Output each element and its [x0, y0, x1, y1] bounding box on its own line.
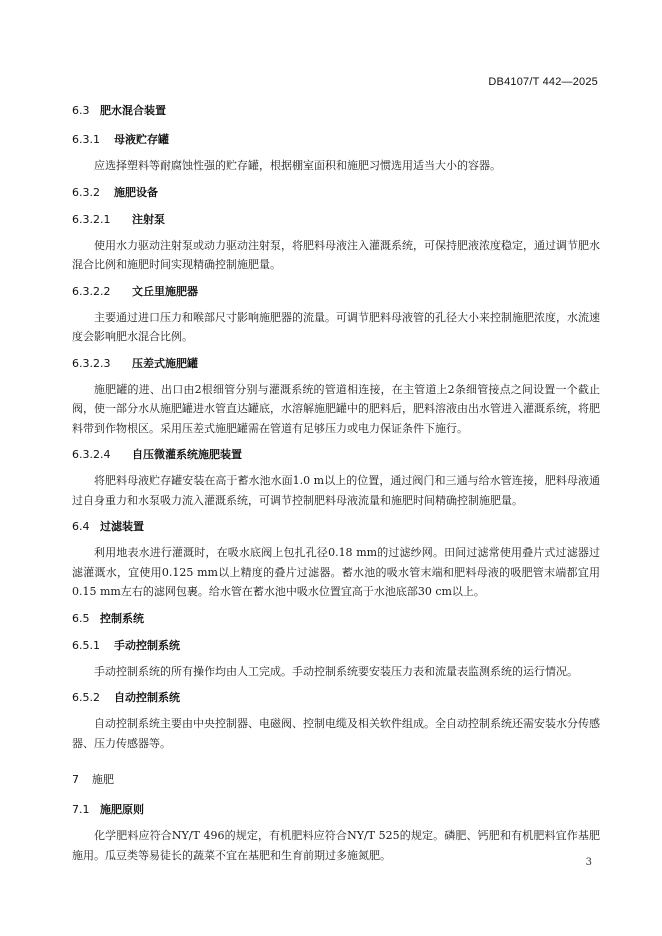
paragraph: 施肥罐的进、出口由2根细管分别与灌溉系统的管道相连接，在主管道上2条细管接点之间设置一个截止阀，使一部分水从施肥罐进水管直达罐底，水溶解施肥罐中的肥料后，肥料溶液由出水管进入灌溉系统，将肥料带到作物根区。采用压差式施肥罐需在管道有足够压力或电力保证条件下施行。 [72, 382, 600, 435]
section-heading [72, 690, 600, 706]
section-title: 母液贮存罐 [114, 133, 169, 146]
section-title: 自动控制系统 [114, 691, 180, 704]
paragraph: 将肥料母液贮存罐安装在高于蓄水池水面1.0 m以上的位置，通过阀门和三通与给水管连接，肥料母液通过自身重力和水泵吸力流入灌溉系统，可调节控制肥料母液流量和施肥时间精确控制施肥量。 [72, 474, 600, 507]
section-heading [72, 284, 600, 300]
section-title: 过滤装置 [100, 520, 144, 533]
section-title: 控制系统 [100, 611, 144, 625]
chapter-number: 7 [72, 773, 79, 786]
section-title: 压差式施肥罐 [132, 356, 198, 370]
section-number: 6.5 [72, 611, 90, 625]
document-body [72, 103, 600, 865]
paragraph: 自动控制系统主要由中央控制器、电磁阀、控制电缆及相关软件组成。全自动控制系统还需安装水分传感器、压力传感器等。 [72, 717, 600, 750]
section-heading [72, 132, 600, 148]
section-heading [72, 519, 600, 535]
paragraph: 使用水力驱动注射泵或动力驱动注射泵，将肥料母液注入灌溉系统，可保持肥液浓度稳定，通过调节肥水混合比例和施肥时间实现精确控制施肥量。 [72, 238, 600, 271]
section-heading [72, 185, 600, 201]
section-heading [72, 802, 600, 818]
section-title: 文丘里施肥器 [132, 284, 198, 298]
chapter-title: 施肥 [92, 773, 114, 786]
section-heading [72, 103, 600, 119]
section-number: 6.3.2.4 [72, 448, 111, 461]
section-number: 6.5.2 [72, 691, 100, 704]
section-title: 手动控制系统 [114, 638, 180, 652]
paragraph: 应选择塑料等耐腐蚀性强的贮存罐，根据棚室面积和施肥习惯选用适当大小的容器。 [94, 159, 501, 172]
section-title: 施肥设备 [114, 185, 158, 199]
section-number: 6.3.2.2 [72, 284, 111, 298]
paragraph: 主要通过进口压力和喉部尺寸影响施肥器的流量。可调节肥料母液管的孔径大小来控制施肥浓度，水流速度会影响肥水混合比例。 [72, 310, 600, 343]
page-number: 3 [585, 857, 592, 868]
section-number: 7.1 [72, 803, 90, 816]
paragraph: 利用地表水进行灌溉时，在吸水底阀上包扎孔径0.18 mm的过滤纱网。田间过滤常使用叠片式过滤器过滤灌溉水，宜使用0.125 mm以上精度的叠片过滤器。蓄水池的吸水管末端和肥料母液的吸肥管末端都宜用0.15 mm左右的滤网包裹。给水管在蓄水池中吸水位置宜高于水池底部30 cm以上。 [72, 546, 600, 598]
section-heading [72, 212, 600, 228]
paragraph: 手动控制系统的所有操作均由人工完成。手动控制系统要安装压力表和流量表监测系统的运行情况。 [94, 664, 578, 678]
section-number: 6.3 [72, 104, 90, 117]
section-title: 施肥原则 [100, 803, 144, 816]
section-title: 自压微灌系统施肥装置 [132, 448, 242, 461]
section-number: 6.4 [72, 520, 90, 533]
section-heading [72, 356, 600, 372]
section-number: 6.3.2.1 [72, 212, 111, 226]
chapter-heading [72, 772, 600, 788]
section-number: 6.3.1 [72, 133, 100, 146]
section-title: 注射泵 [132, 212, 165, 226]
section-number: 6.3.2.3 [72, 356, 111, 370]
paragraph: 化学肥料应符合NY/T 496的规定，有机肥料应符合NY/T 525的规定。磷肥、钙肥和有机肥料宜作基肥施用。瓜豆类等易徒长的蔬菜不宜在基肥和生育前期过多施氮肥。 [72, 829, 600, 862]
document-code: DB4107/T 442—2025 [488, 76, 598, 88]
section-number: 6.3.2 [72, 185, 100, 199]
section-heading [72, 611, 600, 627]
section-heading [72, 447, 600, 463]
section-heading [72, 638, 600, 654]
section-number: 6.5.1 [72, 638, 100, 652]
section-title: 肥水混合装置 [100, 104, 166, 117]
